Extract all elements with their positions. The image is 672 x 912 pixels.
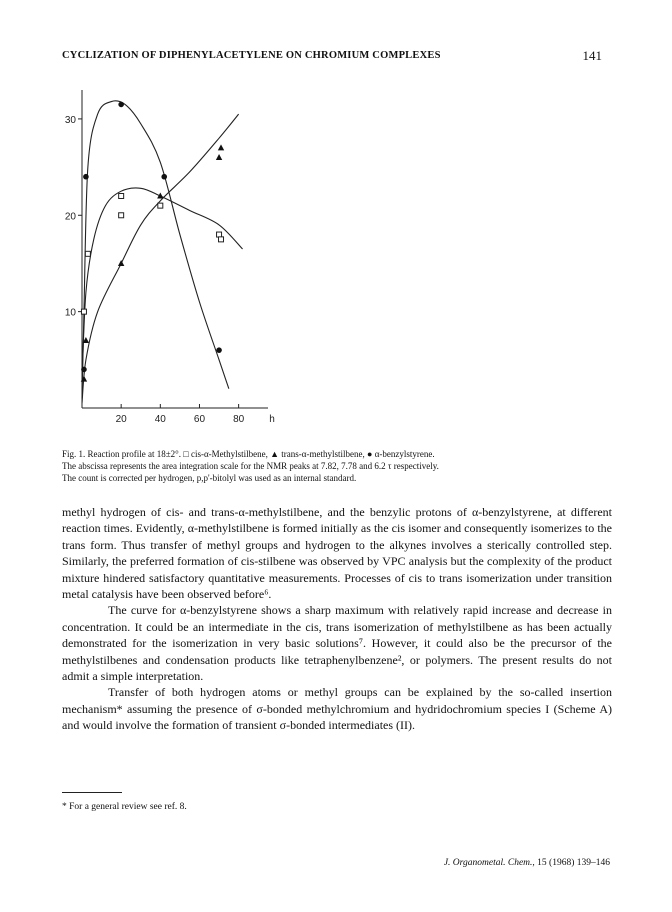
data-point-open-square: [119, 213, 124, 218]
data-point-open-square: [158, 203, 163, 208]
data-point-filled-triangle: [216, 154, 222, 160]
footnote: * For a general review see ref. 8.: [62, 802, 187, 812]
paragraph-1: methyl hydrogen of cis- and trans-α-methylstilbene, and the benzylic protons of α-benzylstyrene, at different reaction times. Evidently, α-methylstilbene is formed initially as the cis isomer and consequently isomerizes to the trans form. Thus transfer of methyl groups and hydrogen to the alkynes involves a sterically controlled step. Similarly, the preferred formation of cis-stilbene was observed by VPC analysis but the complexity of the product mixture hindered satisfactory quantitative measurements. Processes of cis to trans isomerization under transition metal catalysis have been observed before⁶.: [62, 505, 612, 602]
figure-caption: [62, 448, 612, 484]
y-tick-label: 20: [64, 211, 76, 223]
x-tick-label: 20: [115, 414, 127, 425]
running-title: CYCLIZATION OF DIPHENYLACETYLENE ON CHROMIUM COMPLEXES: [62, 50, 441, 61]
data-point-open-square: [81, 309, 86, 314]
series-curve-filled-circle: [82, 101, 229, 399]
data-point-filled-circle: [118, 102, 124, 108]
data-point-open-square: [219, 237, 224, 242]
data-point-filled-triangle: [118, 260, 124, 266]
caption-line-1: Fig. 1. Reaction profile at 18±2°. □ cis-α-Methylstilbene, ▲ trans-α-methylstilbene, ● α-benzylstyrene.: [62, 449, 435, 459]
x-tick-label: 40: [154, 414, 166, 425]
data-point-open-square: [85, 251, 90, 256]
data-point-filled-circle: [81, 367, 87, 373]
journal-details: , 15 (1968) 139–146: [532, 858, 610, 868]
journal-reference: [444, 858, 610, 868]
data-point-filled-circle: [161, 174, 167, 180]
footnote-divider: [62, 792, 122, 793]
x-tick-label: 80: [233, 414, 245, 425]
page-number: 141: [582, 48, 602, 63]
series-curve-filled-triangle: [82, 114, 239, 403]
data-point-filled-circle: [83, 174, 89, 180]
data-point-open-square: [217, 232, 222, 237]
paragraph-2: The curve for α-benzylstyrene shows a sharp maximum with relatively rapid increase and decrease in concentration. It could be an intermediate in the cis, trans isomerization of methylstilbene as has been actually demonstrated for the isomerization in very basic solutions⁷. However, it could also be the precursor of the methylstilbenes and condensation products like tetraphenylbenzene², or polymers. The present results do not admit a simple interpretation.: [62, 603, 612, 684]
paragraph-3: Transfer of both hydrogen atoms or methyl groups can be explained by the so-called insertion mechanism* assuming the presence of σ-bonded methylchromium and hydridochromium species I (Scheme A) and would involve the formation of transient σ-bonded intermediates (II).: [62, 685, 612, 733]
chart-ticks: [65, 115, 275, 425]
data-point-filled-circle: [216, 347, 222, 353]
x-tick-label: 60: [193, 414, 206, 425]
caption-line-3: The count is corrected per hydrogen, p,p'-bitolyl was used as an internal standard.: [62, 473, 357, 483]
data-point-open-square: [119, 194, 124, 199]
y-tick-label: 30: [64, 114, 76, 126]
caption-line-2: The abscissa represents the area integration scale for the NMR peaks at 7.82, 7.78 and 6.2 τ respectively.: [62, 461, 439, 471]
reaction-profile-chart: [40, 80, 280, 440]
body-text: [62, 504, 612, 734]
data-point-filled-triangle: [218, 144, 224, 150]
chart-axes: [82, 90, 268, 408]
y-tick-label: 10: [64, 307, 76, 319]
chart-curves: [82, 101, 243, 403]
journal-name: J. Organometal. Chem.: [443, 858, 533, 868]
page-header: [62, 50, 602, 70]
x-axis-label: h: [269, 414, 275, 425]
